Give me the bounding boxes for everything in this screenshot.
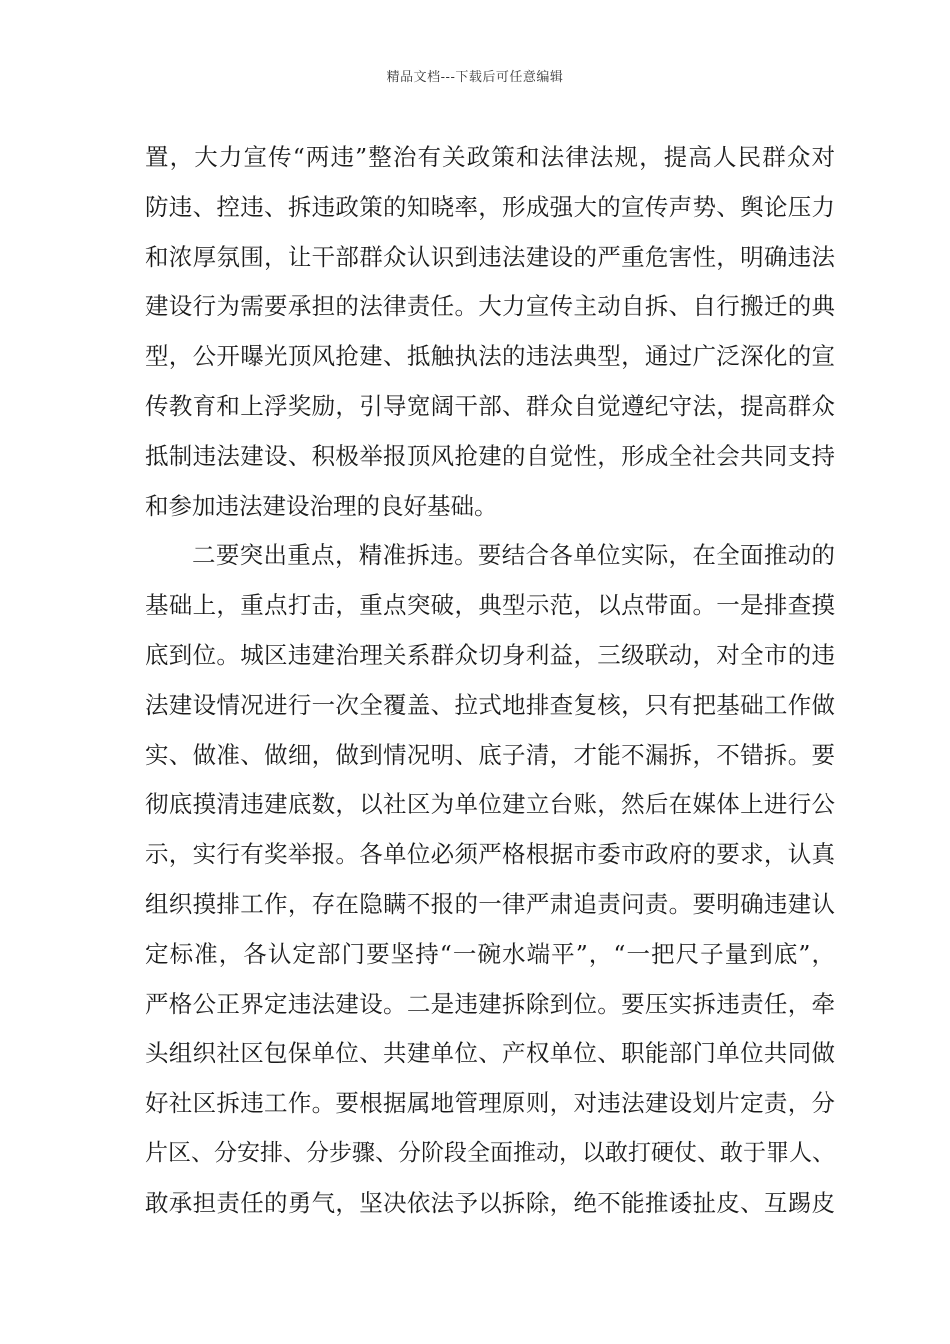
text-line: 置，大力宣传“两违”整治有关政策和法律法规，提高人民群众对: [145, 143, 835, 171]
text-line: 建设行为需要承担的法律责任。大力宣传主动自拆、自行搬迁的典: [145, 292, 835, 321]
text-line: 和参加违法建设治理的良好基础。: [145, 491, 498, 520]
text-line: 型，公开曝光顶风抢建、抵触执法的违法典型，通过广泛深化的宣: [145, 342, 835, 371]
text-line: 好社区拆违工作。要根据属地管理原则，对违法建设划片定责，分: [145, 1089, 835, 1118]
text-line: 二要突出重点，精准拆违。要结合各单位实际，在全面推动的: [192, 541, 835, 570]
text-line: 组织摸排工作，存在隐瞒不报的一律严肃追责问责。要明确违建认: [145, 889, 835, 918]
text-line: 和浓厚氛围，让干部群众认识到违法建设的严重危害性，明确违法: [145, 242, 835, 271]
body-text: [145, 133, 835, 1229]
text-line: 防违、控违、拆违政策的知晓率，形成强大的宣传声势、舆论压力: [145, 192, 835, 221]
text-line: 定标准，各认定部门要坚持“一碗水端平”，“一把尺子量到底”，: [145, 939, 835, 968]
text-line: 传教育和上浮奖励，引导宽阔干部、群众自觉遵纪守法，提高群众: [145, 391, 835, 420]
text-line: 实、做准、做细，做到情况明、底子清，才能不漏拆，不错拆。要: [145, 740, 835, 769]
page-header: 精品文档---下载后可任意编辑: [386, 70, 564, 85]
text-line: 敢承担责任的勇气，坚决依法予以拆除，绝不能推诿扯皮、互踢皮: [145, 1188, 835, 1217]
text-line: 法建设情况进行一次全覆盖、拉式地排查复核，只有把基础工作做: [145, 690, 835, 719]
text-line: 严格公正界定违法建设。二是违建拆除到位。要压实拆违责任，牵: [145, 989, 835, 1018]
text-line: 彻底摸清违建底数，以社区为单位建立台账，然后在媒体上进行公: [145, 790, 835, 819]
text-line: 底到位。城区违建治理关系群众切身利益，三级联动，对全市的违: [145, 640, 835, 669]
text-line: 基础上，重点打击，重点突破，典型示范，以点带面。一是排查摸: [145, 591, 835, 620]
text-line: 头组织社区包保单位、共建单位、产权单位、职能部门单位共同做: [145, 1039, 835, 1068]
text-line: 示，实行有奖举报。各单位必须严格根据市委市政府的要求，认真: [145, 840, 835, 869]
text-line: 抵制违法建设、积极举报顶风抢建的自觉性，形成全社会共同支持: [145, 441, 835, 470]
text-line: 片区、分安排、分步骤、分阶段全面推动，以敢打硬仗、敢于罪人、: [145, 1139, 835, 1166]
